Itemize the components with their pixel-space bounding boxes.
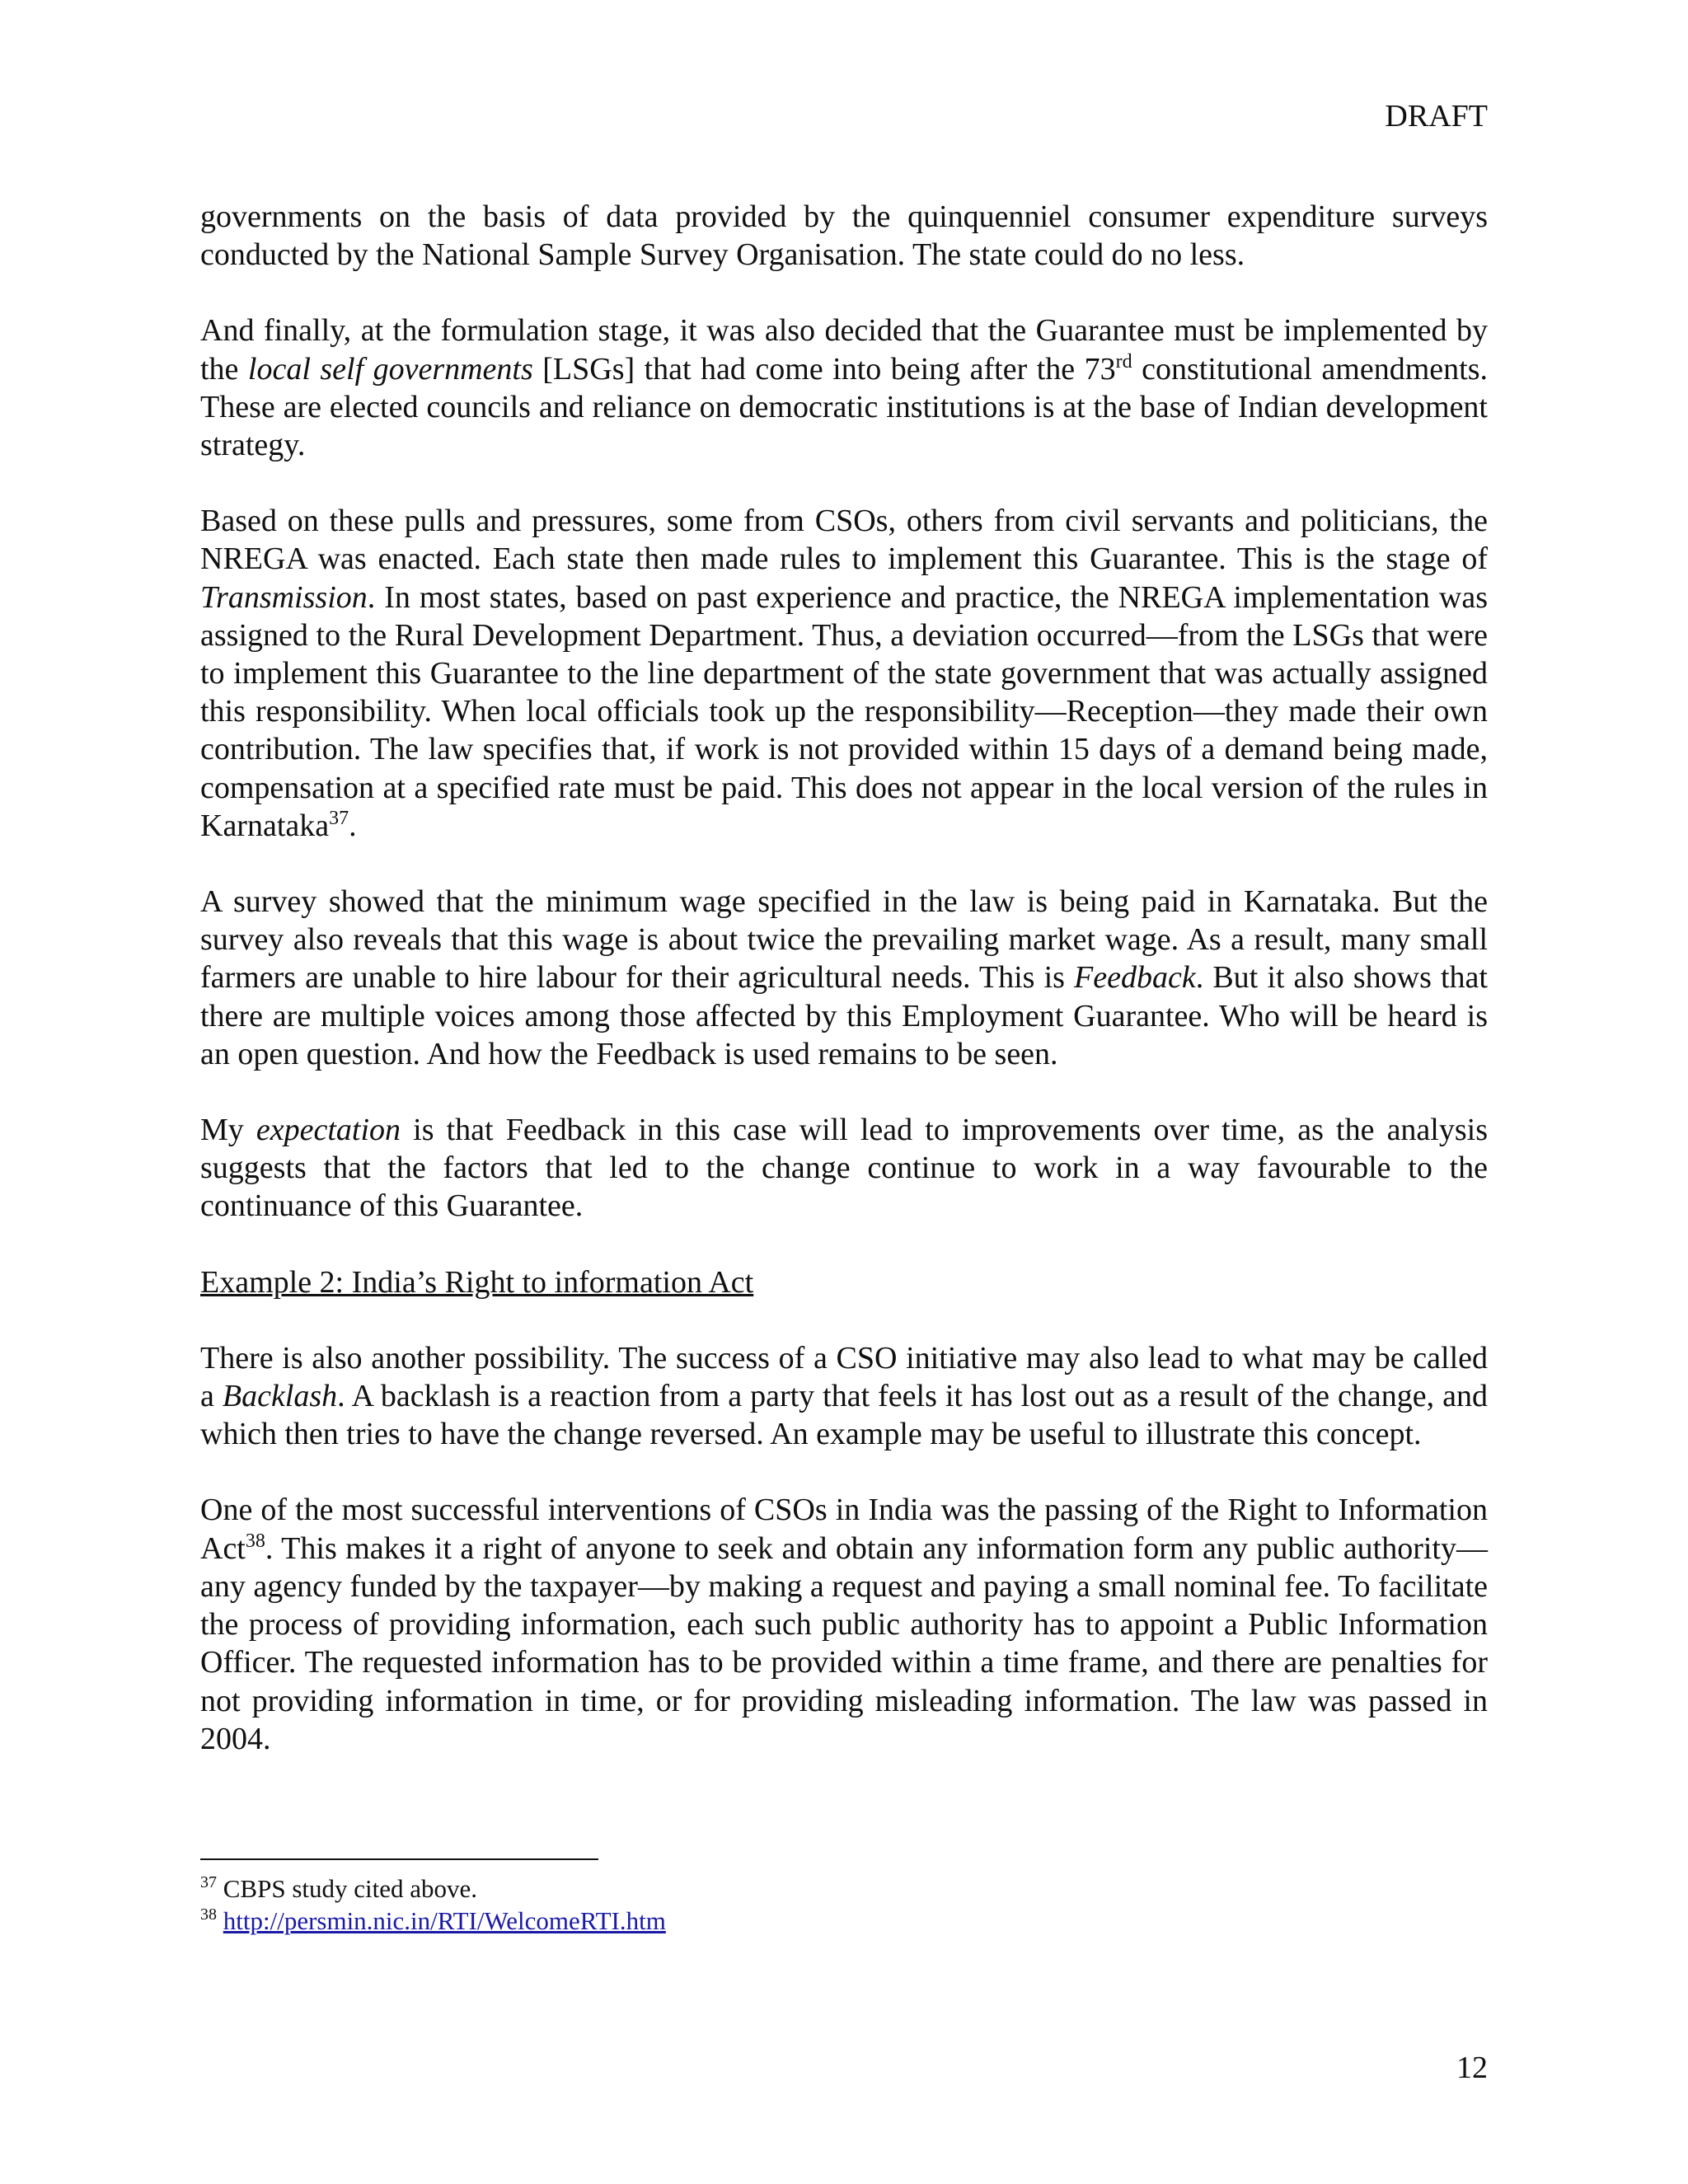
footnote-ref-37[interactable]: 37	[329, 807, 349, 829]
paragraph-3-text-b: . In most states, based on past experience and practice, the NREGA implementation was assigned to the Rural Development Department. Thus, a deviation occurred—from the LSGs that were to implement this Guarantee to the line department of the state government that was actually assigned this responsibility. When local officials took up the responsibility—Reception—they made their own contribution. The law specifies that, if work is not provided within 15 days of a demand being made, compensation at a specified rate must be paid. This does not appear in the local version of the rules in Karnataka	[200, 579, 1488, 843]
paragraph-4-emphasis: Feedback	[1074, 960, 1196, 996]
paragraph-2-emphasis: local self governments	[247, 351, 533, 387]
paragraph-7-text-a: One of the most successful interventions of CSOs in India was the passing of the Right to Information Act	[200, 1493, 1488, 1566]
paragraph-6	[200, 1339, 1488, 1454]
paragraph-5-text-b: is that Feedback in this case will lead to improvements over time, as the analysis suggests that the factors that led to the change continue to work in a way favourable to the continuance of this Guarantee.	[200, 1113, 1488, 1224]
paragraph-2-text-c: constitutional amendments. These are elected councils and reliance on democratic institutions is at the base of Indian development strategy.	[200, 351, 1488, 463]
paragraph-5-emphasis: expectation	[256, 1113, 401, 1148]
paragraph-3	[200, 502, 1488, 845]
page-number: 12	[1456, 2050, 1488, 2085]
paragraph-5	[200, 1111, 1488, 1226]
paragraph-2	[200, 312, 1488, 464]
footnote-text: CBPS study cited above.	[217, 1874, 478, 1903]
paragraph-2-text-a: And finally, at the formulation stage, it was also decided that the Guarantee must be implemented by the	[200, 313, 1488, 387]
page-header-draft: DRAFT	[1385, 99, 1488, 134]
section-heading-example-2: Example 2: India’s Right to information Act	[200, 1264, 754, 1300]
paragraph-3-emphasis: Transmission	[200, 579, 368, 615]
document-body	[200, 198, 1488, 1796]
footnote-number: 37	[200, 1873, 217, 1891]
paragraph-7-text-b: . This makes it a right of anyone to seek and obtain any information form any public authority—any agency funded by the taxpayer—by making a request and paying a small nominal fee. To facilitate the process of providing information, each such public authority has to appoint a Public Information Officer. The requested information has to be provided within a time frame, and there are penalties for not providing information in time, or for providing misleading information. The law was passed in 2004.	[200, 1530, 1488, 1756]
paragraph-6-text-a: There is also another possibility. The success of a CSO initiative may also lead to what may be called a	[200, 1340, 1488, 1414]
footnote-37	[200, 1872, 1488, 1905]
paragraph-4	[200, 883, 1488, 1073]
paragraph-7	[200, 1491, 1488, 1757]
paragraph-2-text-b: [LSGs] that had come into being after the 73	[532, 351, 1116, 387]
footnote-ref-38[interactable]: 38	[245, 1530, 265, 1552]
paragraph-4-text-b: . But it also shows that there are multiple voices among those affected by this Employment Guarantee. Who will be heard is an open question. And how the Feedback is used remains to be seen.	[200, 960, 1488, 1071]
paragraph-2-superscript: rd	[1115, 350, 1132, 373]
paragraph-4-text-a: A survey showed that the minimum wage specified in the law is being paid in Karnataka. But the survey also reveals that this wage is about twice the prevailing market wage. As a result, many small farmers are unable to hire labour for their agricultural needs. This is	[200, 884, 1488, 996]
paragraph-3-text-c: .	[349, 808, 357, 843]
paragraph-3-text-a: Based on these pulls and pressures, some from CSOs, others from civil servants and politicians, the NREGA was enacted. Each state then made rules to implement this Guarantee. This is the stage of	[200, 504, 1488, 577]
paragraph-5-text-a: My	[200, 1113, 256, 1148]
paragraph-1: governments on the basis of data provided by the quinquenniel consumer expenditure surveys conducted by the National Sample Survey Organisation. The state could do no less.	[200, 199, 1488, 273]
footnote-link[interactable]: http://persmin.nic.in/RTI/WelcomeRTI.htm	[223, 1906, 666, 1935]
footnote-divider	[200, 1858, 598, 1860]
paragraph-6-text-b: . A backlash is a reaction from a party that feels it has lost out as a result of the change, and which then tries to have the change reversed. An example may be useful to illustrate this concept.	[200, 1379, 1488, 1452]
paragraph-6-emphasis: Backlash	[222, 1379, 338, 1414]
footnotes	[200, 1872, 1488, 1937]
footnote-number: 38	[200, 1905, 217, 1924]
footnote-38	[200, 1905, 1488, 1937]
